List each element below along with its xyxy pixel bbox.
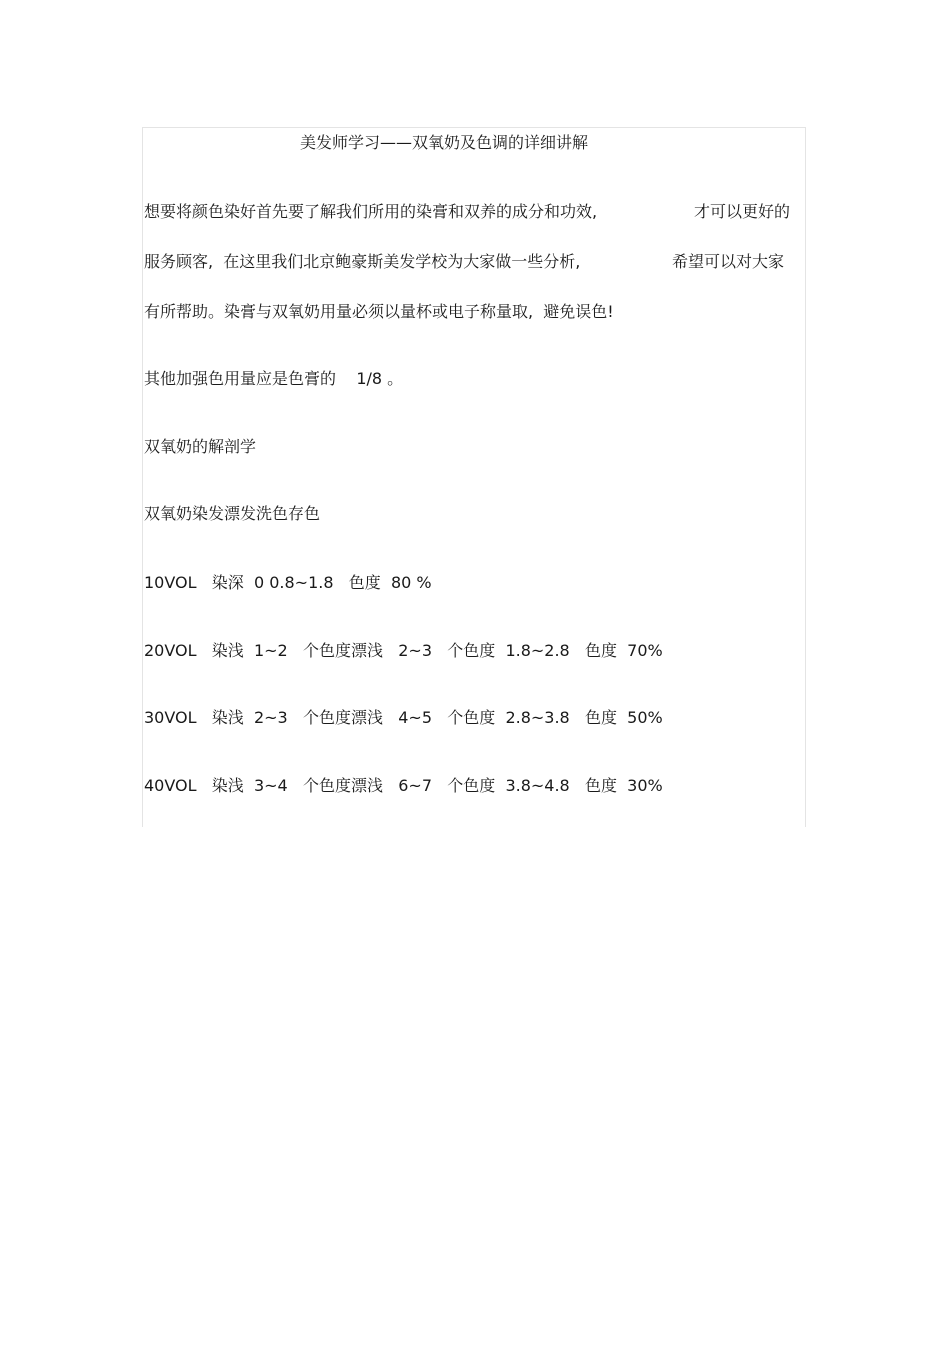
table-row: 30VOL 染浅 2~3 个色度漂浅 4~5 个色度 2.8~3.8 色度 50% xyxy=(144,708,663,727)
intro-line-1: 想要将颜色染好首先要了解我们所用的染膏和双养的成分和功效, xyxy=(144,202,598,221)
dosage-note: 其他加强色用量应是色膏的 1/8 。 xyxy=(144,369,404,388)
table-row: 10VOL 染深 0 0.8~1.8 色度 80 % xyxy=(144,573,432,592)
table-row: 20VOL 染浅 1~2 个色度漂浅 2~3 个色度 1.8~2.8 色度 70% xyxy=(144,641,663,660)
intro-line-2-end: 希望可以对大家 xyxy=(672,252,785,271)
intro-line-3: 有所帮助。染膏与双氧奶用量必须以量杯或电子称量取, 避免误色! xyxy=(144,302,614,321)
intro-line-2: 服务顾客, 在这里我们北京鲍豪斯美发学校为大家做一些分析, xyxy=(144,252,581,271)
table-row: 40VOL 染浅 3~4 个色度漂浅 6~7 个色度 3.8~4.8 色度 30% xyxy=(144,776,663,795)
section-heading: 双氧奶的解剖学 xyxy=(144,437,257,456)
table-header: 双氧奶染发漂发洗色存色 xyxy=(144,504,321,523)
document-title: 美发师学习——双氧奶及色调的详细讲解 xyxy=(300,133,589,152)
intro-line-1-end: 才可以更好的 xyxy=(694,202,791,221)
